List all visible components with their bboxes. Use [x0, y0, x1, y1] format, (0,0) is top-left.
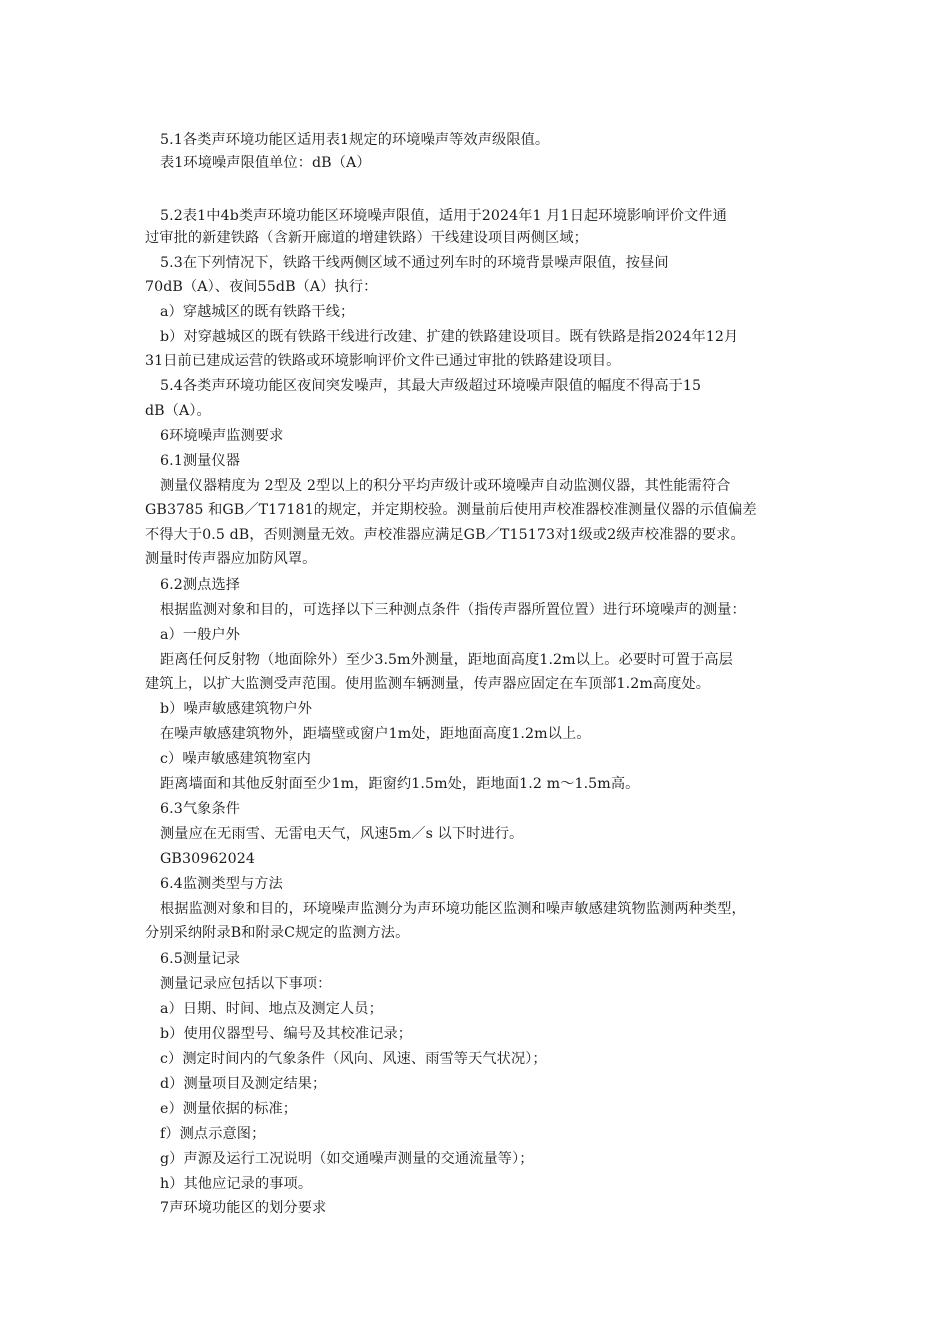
text-line: 5.2表1中4b类声环境功能区环境噪声限值，适用于2024年1 月1日起环境影响评价文件通: [160, 208, 727, 224]
text-line: 不得大于0.5 dB，否则测量无效。声校准器应满足GB／T15173对1级或2级声校准器的要求。: [145, 527, 745, 543]
text-line: c）噪声敏感建筑物室内: [160, 751, 311, 767]
text-line: b）噪声敏感建筑物户外: [160, 701, 313, 717]
text-line: GB30962024: [160, 851, 255, 867]
text-line: 测量仪器精度为 2型及 2型以上的积分平均声级计或环境噪声自动监测仪器，其性能需符合: [160, 478, 731, 494]
list-item: a）日期、时间、地点及测定人员；: [160, 1001, 383, 1017]
text-line: 距离任何反射物（地面除外）至少3.5m外测量，距地面高度1.2m以上。必要时可置于高层: [160, 652, 733, 668]
section-heading: 6.5测量记录: [160, 951, 241, 967]
text-line: 根据监测对象和目的，环境噪声监测分为声环境功能区监测和噪声敏感建筑物监测两种类型，: [160, 901, 746, 917]
section-heading: 6.2测点选择: [160, 577, 241, 593]
text-line: 在噪声敏感建筑物外，距墙壁或窗户1m处，距地面高度1.2m以上。: [160, 726, 591, 742]
text-line: 5.3在下列情况下，铁路干线两侧区域不通过列车时的环境背景噪声限值，按昼间: [160, 255, 669, 271]
list-item: c）测定时间内的气象条件（风向、风速、雨雪等天气状况）；: [160, 1051, 547, 1067]
section-heading: 6.4监测类型与方法: [160, 876, 283, 892]
list-item: g）声源及运行工况说明（如交通噪声测量的交通流量等）；: [160, 1151, 534, 1167]
text-line: 31日前已建成运营的铁路或环境影响评价文件已通过审批的铁路建设项目。: [145, 353, 621, 369]
section-heading: 7声环境功能区的划分要求: [160, 1200, 327, 1216]
text-line: 70dB（A）、夜间55dB（A）执行：: [145, 279, 378, 295]
list-item: h）其他应记录的事项。: [160, 1176, 313, 1192]
text-line: 距离墙面和其他反射面至少1m，距窗约1.5m处，距地面1.2 m～1.5m高。: [160, 776, 640, 792]
text-line: a）穿越城区的既有铁路干线；: [160, 304, 355, 320]
list-item: e）测量依据的标准；: [160, 1101, 298, 1117]
text-line: 建筑上，以扩大监测受声范围。使用监测车辆测量，传声器应固定在车顶部1.2m高度处。: [145, 676, 711, 692]
text-line: 根据监测对象和目的，可选择以下三种测点条件（指传声器所置位置）进行环境噪声的测量：: [160, 602, 746, 618]
text-line: 5.4各类声环境功能区夜间突发噪声，其最大声级超过环境噪声限值的幅度不得高于15: [160, 378, 702, 394]
list-item: d）测量项目及测定结果；: [160, 1076, 327, 1092]
text-line: GB3785 和GB／T17181的规定，并定期校验。测量前后使用声校准器校准测量仪器的示值偏差: [145, 502, 757, 518]
text-line: 测量时传声器应加防风罩。: [145, 551, 317, 567]
section-heading: 6.1测量仪器: [160, 453, 241, 469]
text-line: 测量应在无雨雪、无雷电天气，风速5m／s 以下时进行。: [160, 826, 524, 842]
text-line: 表1环境噪声限值单位：dB（A）: [160, 155, 371, 171]
text-line: b）对穿越城区的既有铁路干线进行改建、扩建的铁路建设项目。既有铁路是指2024年12月: [160, 329, 739, 345]
list-item: f）测点示意图；: [160, 1126, 266, 1142]
text-line: a）一般户外: [160, 627, 240, 643]
text-line: 5.1各类声环境功能区适用表1规定的环境噪声等效声级限值。: [160, 132, 550, 148]
section-heading: 6环境噪声监测要求: [160, 428, 284, 444]
text-line: 测量记录应包括以下事项：: [160, 976, 332, 992]
text-line: 过审批的新建铁路（含新开廊道的增建铁路）干线建设项目两侧区域；: [145, 230, 588, 246]
section-heading: 6.3气象条件: [160, 801, 241, 817]
list-item: b）使用仪器型号、编号及其校准记录；: [160, 1026, 413, 1042]
text-line: dB（A）。: [145, 403, 211, 419]
text-line: 分别采纳附录B和附录C规定的监测方法。: [145, 925, 410, 941]
